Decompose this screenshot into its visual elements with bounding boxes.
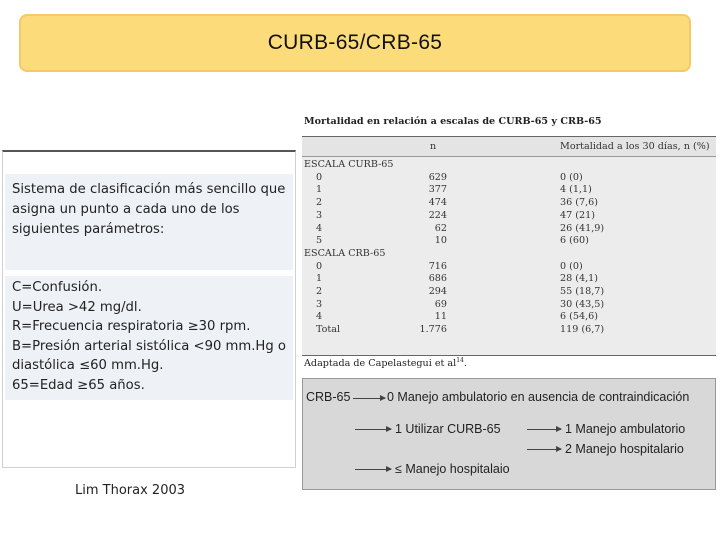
diagram-item-2: 1 Manejo ambulatorio bbox=[565, 422, 686, 436]
arrow-icon bbox=[527, 429, 561, 430]
section-label: ESCALA CRB-65 bbox=[304, 247, 386, 259]
table-cell-score: 4 bbox=[316, 311, 323, 323]
title-bar bbox=[19, 14, 691, 72]
column-header-n: n bbox=[430, 141, 437, 152]
arrow-icon bbox=[527, 449, 561, 450]
parameter-item: 65=Edad ≥65 años. bbox=[12, 377, 145, 393]
section-label: ESCALA CURB-65 bbox=[304, 159, 394, 170]
arrow-icon bbox=[355, 429, 391, 430]
page-title: CURB-65/CRB-65 bbox=[267, 31, 443, 54]
table-cell-score: 1 bbox=[316, 273, 323, 285]
table-cell-n: 10 bbox=[434, 235, 447, 247]
table-cell-n: 629 bbox=[428, 171, 447, 183]
table-cell-score: 2 bbox=[316, 286, 323, 297]
table-cell-score: 0 bbox=[316, 260, 323, 272]
diagram-item-3: 2 Manejo hospitalario bbox=[565, 442, 684, 456]
parameter-item: diastólica ≤60 mm.Hg. bbox=[12, 358, 164, 374]
table-cell-n: 716 bbox=[428, 260, 447, 272]
table-cell-score: Total bbox=[316, 324, 341, 336]
table-cell-n: 11 bbox=[434, 311, 447, 323]
table-cell-mortality: 6 (54,6) bbox=[560, 311, 599, 323]
arrow-icon bbox=[355, 469, 391, 470]
table-cell-n: 69 bbox=[434, 298, 447, 310]
table-cell-score: 4 bbox=[316, 222, 323, 234]
curb65-description-panel bbox=[2, 150, 296, 468]
table-header bbox=[302, 136, 716, 156]
table-cell-n: 377 bbox=[428, 184, 447, 196]
table-cell-score: 1 bbox=[316, 184, 323, 196]
table-cell-score: 5 bbox=[316, 235, 323, 247]
parameter-item: U=Urea >42 mg/dl. bbox=[12, 299, 142, 315]
intro-line: asigna un punto a cada uno de los bbox=[12, 202, 240, 217]
parameter-item: B=Presión arterial sistólica <90 mm.Hg o bbox=[12, 338, 286, 354]
table-title: Mortalidad en relación a escalas de CURB-65 y CRB-65 bbox=[304, 116, 602, 127]
table-cell-n: 224 bbox=[428, 209, 447, 221]
table-cell-n: 62 bbox=[434, 222, 447, 234]
citation: Lim Thorax 2003 bbox=[75, 483, 186, 498]
table-cell-mortality: 36 (7,6) bbox=[560, 197, 599, 209]
table-cell-mortality: 47 (21) bbox=[560, 209, 595, 221]
intro-text bbox=[5, 174, 293, 270]
table-note: Adaptada de Capelastegui et $al^{14}$. bbox=[304, 357, 467, 370]
table-cell-mortality: 30 (43,5) bbox=[560, 298, 605, 310]
table-cell-mortality: 0 (0) bbox=[560, 171, 583, 183]
table-cell-n: 474 bbox=[428, 197, 447, 209]
table-cell-mortality: 28 (4,1) bbox=[560, 273, 599, 285]
table-body bbox=[302, 156, 716, 356]
table-cell-score: 2 bbox=[316, 197, 323, 209]
diagram-origin-label: CRB-65 bbox=[306, 390, 351, 404]
table-cell-score: 0 bbox=[316, 171, 323, 183]
table-cell-n: 686 bbox=[428, 273, 447, 285]
table-cell-mortality: 119 (6,7) bbox=[560, 324, 605, 336]
parameter-list bbox=[5, 276, 293, 400]
parameter-item: C=Confusión. bbox=[12, 280, 103, 295]
mortality-table bbox=[302, 112, 716, 372]
table-cell-score: 3 bbox=[316, 209, 323, 221]
diagram-item-1: 1 Utilizar CURB-65 bbox=[395, 422, 501, 436]
table-cell-mortality: 6 (60) bbox=[560, 235, 589, 247]
diagram-item-4: ≤ Manejo hospitalaio bbox=[395, 462, 510, 476]
table-cell-mortality: 26 (41,9) bbox=[560, 222, 605, 234]
table-cell-mortality: 55 (18,7) bbox=[560, 286, 605, 297]
intro-line: siguientes parámetros: bbox=[12, 222, 165, 237]
table-cell-mortality: 0 (0) bbox=[560, 260, 583, 272]
table-cell-n: 294 bbox=[428, 286, 447, 297]
arrow-icon bbox=[353, 398, 385, 399]
parameter-item: R=Frecuencia respiratoria ≥30 rpm. bbox=[12, 319, 251, 335]
crb65-decision-diagram bbox=[302, 378, 716, 490]
column-header-mortality: Mortalidad a los 30 días, n (%) bbox=[560, 141, 710, 152]
intro-line: Sistema de clasificación más sencillo que bbox=[12, 182, 286, 197]
diagram-item-0: 0 Manejo ambulatorio en ausencia de contraindicación bbox=[387, 390, 690, 404]
table-cell-n: 1.776 bbox=[419, 324, 447, 336]
table-cell-mortality: 4 (1,1) bbox=[560, 184, 592, 196]
table-cell-score: 3 bbox=[316, 298, 323, 310]
